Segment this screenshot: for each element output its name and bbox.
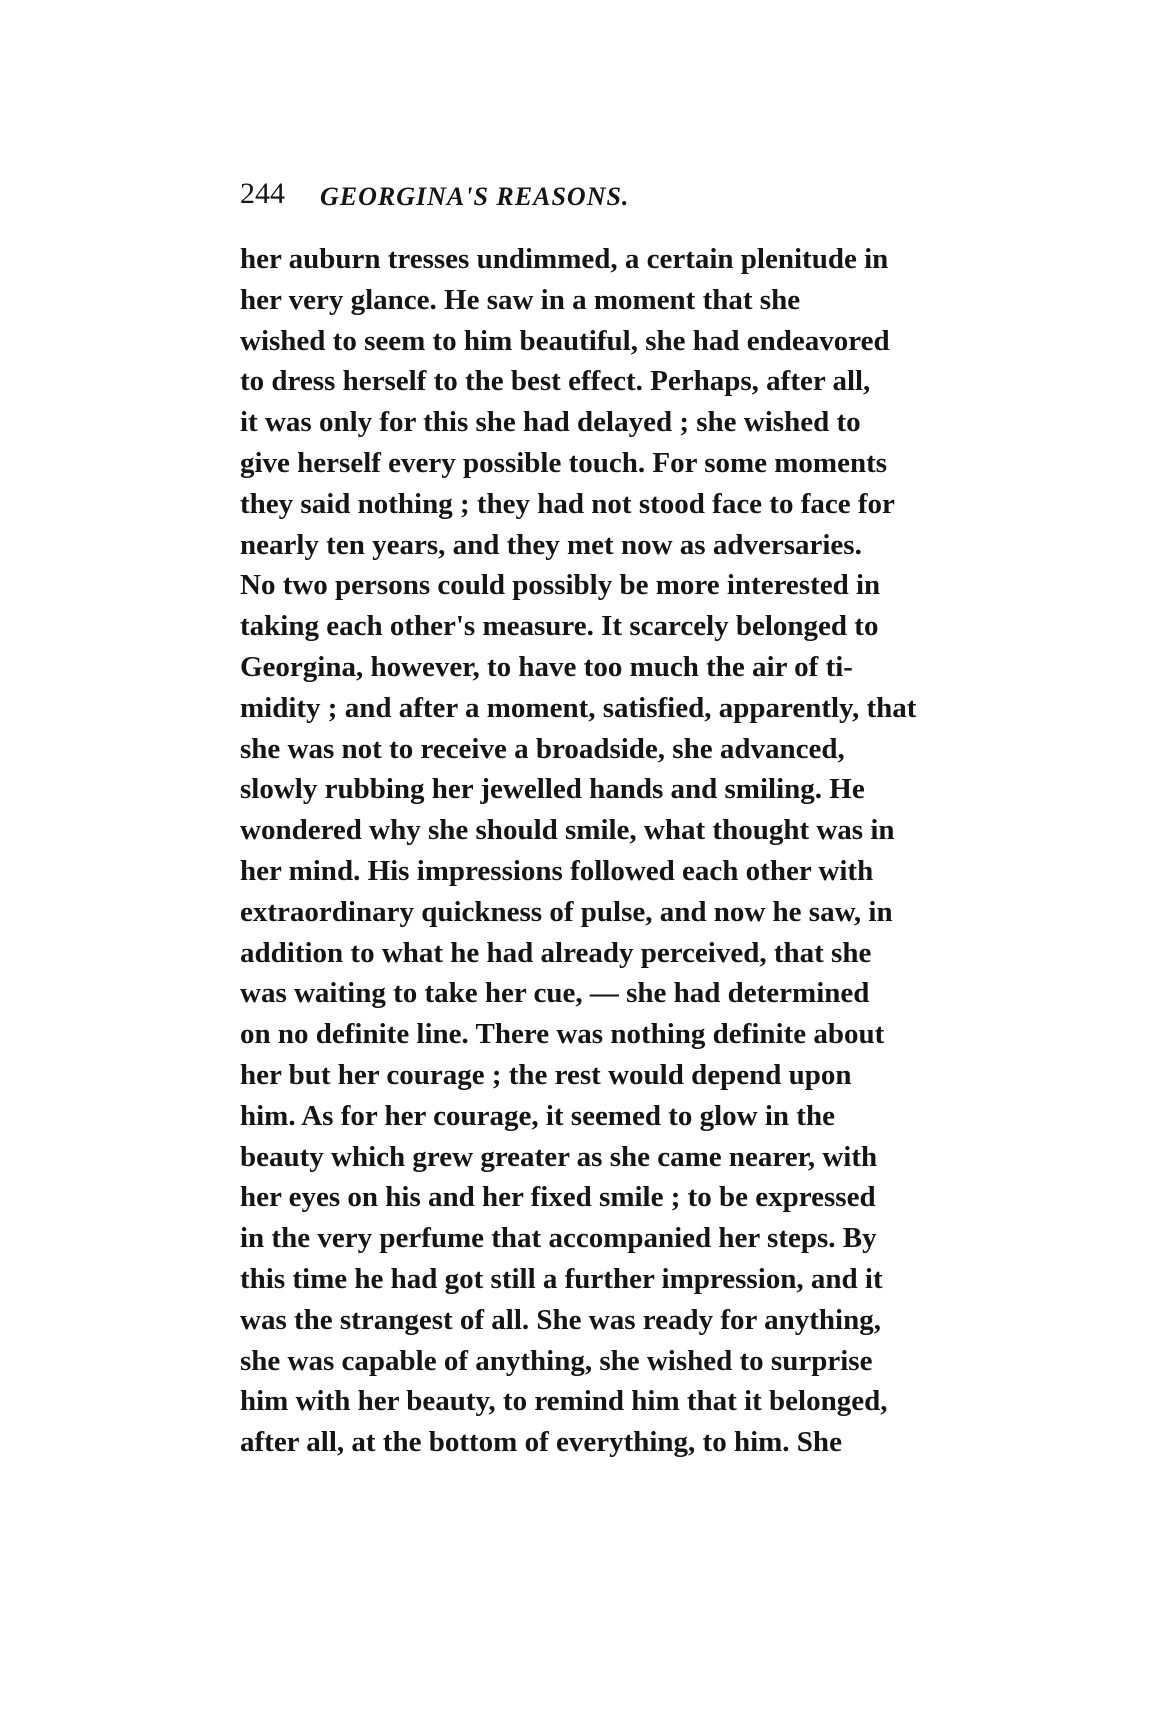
text-line: on no definite line. There was nothing definite about: [240, 1018, 885, 1051]
page-number: 244: [240, 177, 285, 210]
text-line: wished to seem to him beautiful, she had endeavored: [240, 324, 890, 357]
text-line: taking each other's measure. It scarcely belonged to: [240, 610, 879, 643]
text-line: to dress herself to the best effect. Perhaps, after all,: [240, 365, 871, 398]
text-line: she was capable of anything, she wished to surprise: [240, 1344, 873, 1377]
text-line: midity ; and after a moment, satisfied, apparently, that: [240, 691, 917, 724]
text-line: him. As for her courage, it seemed to glow in the: [240, 1099, 835, 1132]
text-line: in the very perfume that accompanied her steps. By: [240, 1222, 877, 1255]
text-line: they said nothing ; they had not stood face to face for: [240, 487, 895, 520]
text-line: her auburn tresses undimmed, a certain plenitude in: [240, 243, 889, 275]
text-line: give herself every possible touch. For some moments: [240, 446, 888, 479]
text-line: she was not to receive a broadside, she advanced,: [240, 732, 845, 765]
text-line: her but her courage ; the rest would depend upon: [240, 1058, 852, 1091]
text-line: her eyes on his and her fixed smile ; to be expressed: [240, 1181, 876, 1214]
page-header: [240, 178, 1010, 218]
text-line: beauty which grew greater as she came nearer, with: [240, 1140, 878, 1173]
text-line: addition to what he had already perceived, that she: [240, 936, 872, 969]
text-line: her mind. His impressions followed each other with: [240, 854, 874, 887]
text-line: this time he had got still a further impression, and it: [240, 1262, 883, 1295]
text-line: extraordinary quickness of pulse, and now he saw, in: [240, 895, 893, 928]
text-line: it was only for this she had delayed ; she wished to: [240, 406, 861, 439]
text-line: slowly rubbing her jewelled hands and smiling. He: [240, 773, 865, 806]
text-line: her very glance. He saw in a moment that she: [240, 283, 801, 316]
text-line: him with her beauty, to remind him that it belonged,: [240, 1385, 888, 1418]
running-title: GEORGINA'S REASONS.: [320, 182, 630, 211]
text-line: nearly ten years, and they met now as adversaries.: [240, 528, 862, 561]
text-line: after all, at the bottom of everything, to him. She: [240, 1426, 842, 1459]
text-line: No two persons could possibly be more interested in: [240, 569, 881, 602]
text-line: was waiting to take her cue, — she had determined: [240, 977, 870, 1010]
text-line: was the strangest of all. She was ready for anything,: [240, 1303, 881, 1336]
text-line: Georgina, however, to have too much the air of ti-: [240, 650, 853, 683]
body-text: [240, 239, 1010, 1463]
text-line: wondered why she should smile, what thought was in: [240, 814, 895, 847]
